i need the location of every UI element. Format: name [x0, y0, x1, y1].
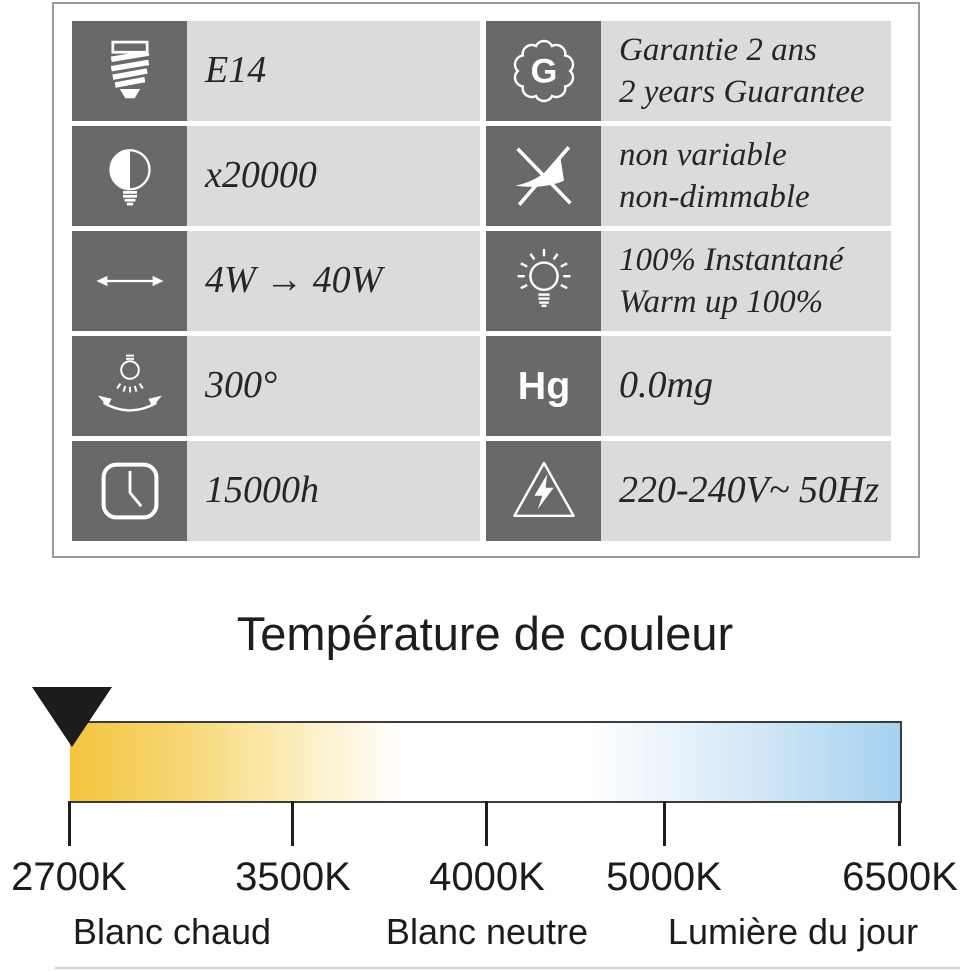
spec-text: 4W → 40W [205, 259, 383, 302]
clock-icon [72, 441, 187, 541]
tick-6500k [898, 801, 901, 846]
zone-label-warm-white: Blanc chaud [72, 911, 272, 952]
spec-text-line1: non variable [619, 136, 787, 173]
spec-text-line2: Warm up 100% [619, 284, 824, 320]
guarantee-badge-letter: G [530, 52, 557, 91]
spec-value-mercury [601, 336, 891, 436]
spec-card [52, 2, 920, 558]
spec-row-lifetime [72, 441, 891, 541]
zone-label-neutral-white: Blanc neutre [385, 911, 589, 952]
spec-value-dimmable [601, 126, 891, 226]
spec-row-base [72, 21, 891, 121]
spec-value-guarantee [601, 21, 891, 121]
guarantee-badge-icon [486, 21, 601, 121]
spec-row-wattage [72, 231, 891, 331]
spec-text-line2: 2 years Guarantee [619, 74, 865, 110]
cropped-bottom-divider [55, 967, 960, 969]
tick-label-5000k: 5000K [606, 855, 722, 899]
non-dimmable-icon [486, 126, 601, 226]
spec-text: x20000 [205, 154, 317, 197]
spec-text: 300° [205, 364, 278, 407]
spec-text-line1: 100% Instantané [619, 241, 844, 278]
spec-text: E14 [205, 49, 267, 92]
voltage-warning-icon [486, 441, 601, 541]
spec-text-line2: non-dimmable [619, 179, 810, 215]
spec-value-beam-angle [187, 336, 480, 436]
tick-label-4000k: 4000K [429, 855, 545, 899]
spec-value-voltage [601, 441, 891, 541]
spec-value-wattage [187, 231, 480, 331]
spec-value-base [187, 21, 480, 121]
tick-4000k [485, 801, 488, 846]
spec-text-line1: Garantie 2 ans [619, 31, 817, 68]
spec-value-warmup [601, 231, 891, 331]
tick-label-3500k: 3500K [235, 855, 351, 899]
beam-angle-icon [72, 336, 187, 436]
spec-value-lifetime [187, 441, 480, 541]
tick-label-6500k: 6500K [842, 855, 958, 899]
spec-row-cycles [72, 126, 891, 226]
tick-3500k [291, 801, 294, 846]
zone-label-daylight: Lumière du jour [667, 911, 919, 952]
temperature-gradient-bar [70, 721, 902, 803]
spec-text: 15000h [205, 469, 319, 512]
temperature-scale-title: Température de couleur [236, 607, 734, 660]
spec-grid [72, 21, 891, 546]
spec-text: 220-240V~ 50Hz [619, 469, 880, 512]
half-bulb-icon [72, 126, 187, 226]
instant-on-bulb-icon [486, 231, 601, 331]
mercury-hg-icon [486, 336, 601, 436]
mercury-symbol: Hg [517, 364, 570, 409]
e14-base-icon [72, 21, 187, 121]
spec-row-beam-angle [72, 336, 891, 436]
tick-5000k [663, 801, 666, 846]
equivalence-arrow-icon [72, 231, 187, 331]
spec-text: 0.0mg [619, 364, 713, 407]
tick-label-2700k: 2700K [11, 855, 127, 899]
spec-value-cycles [187, 126, 480, 226]
tick-2700k [68, 801, 71, 846]
